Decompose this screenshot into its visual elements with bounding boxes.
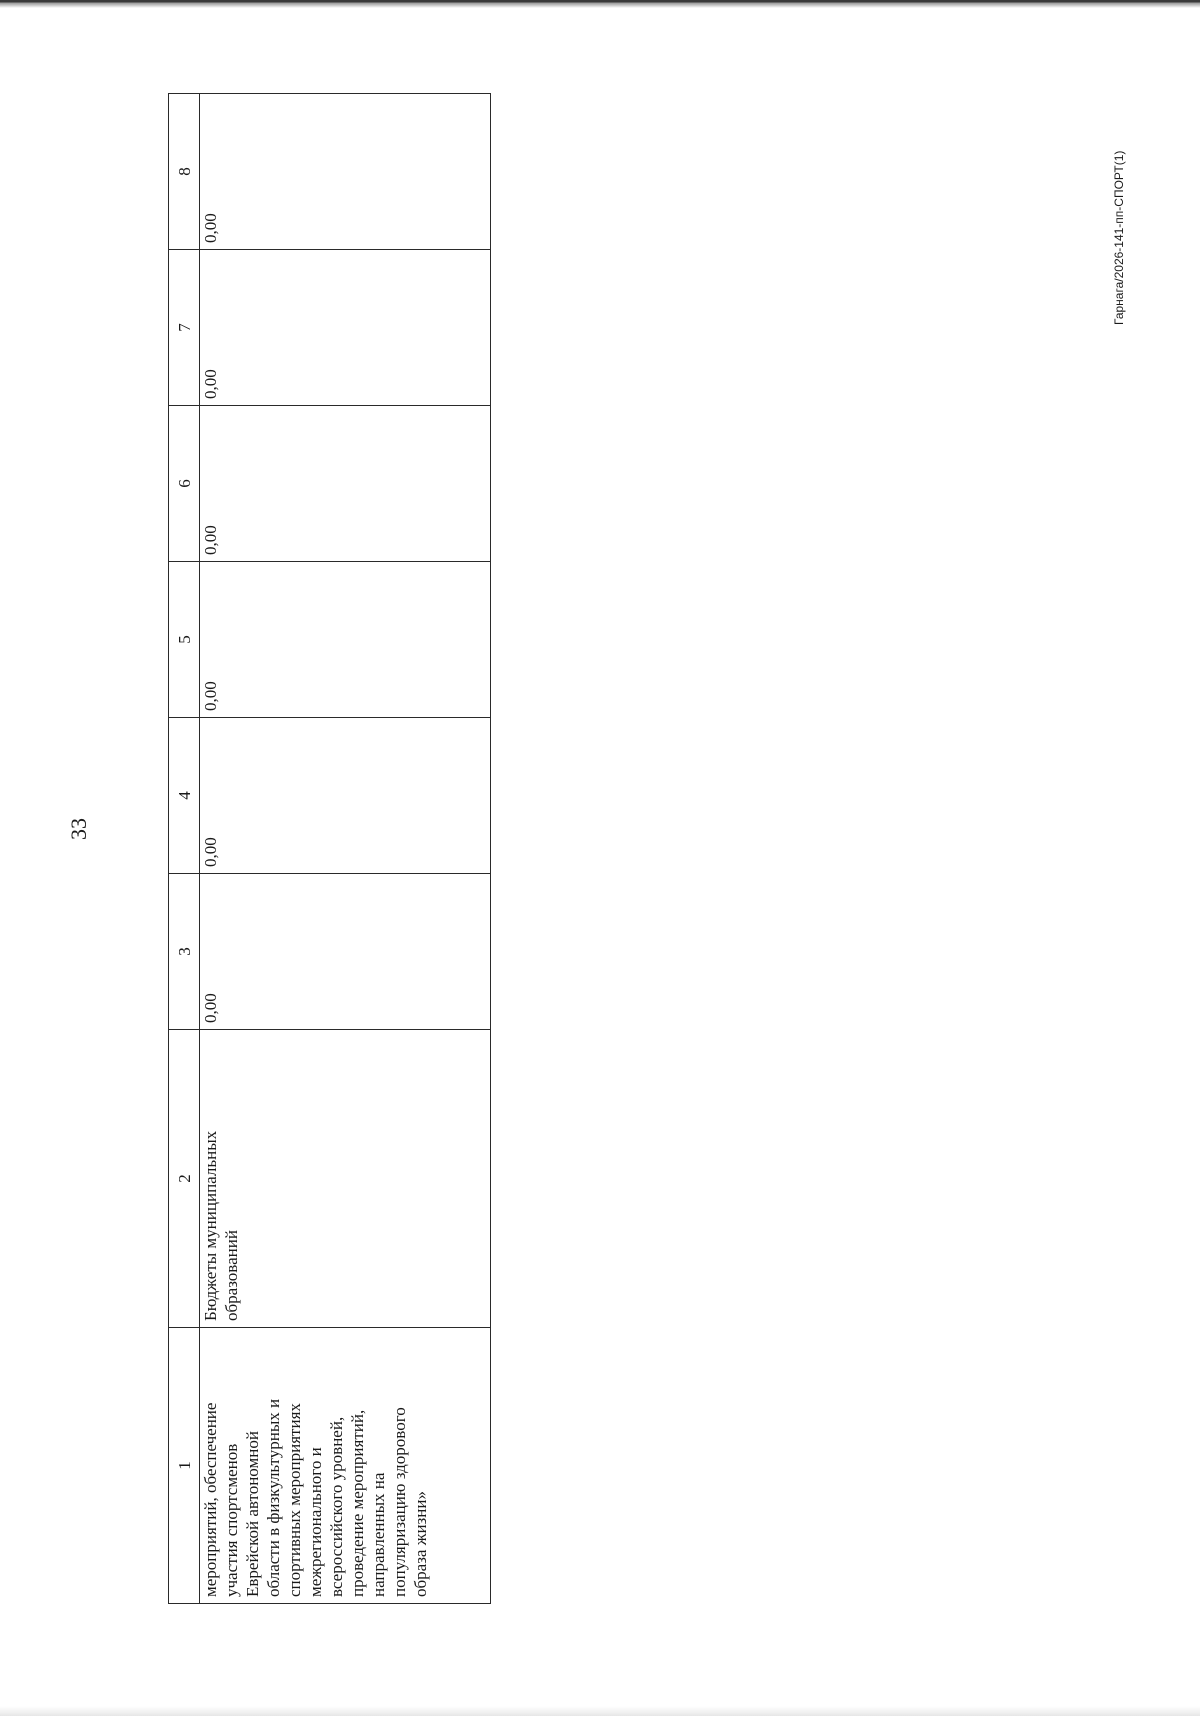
scan-bottom-edge (0, 1706, 1200, 1716)
table-header-row (169, 94, 200, 1604)
column-header: 5 (169, 562, 200, 718)
value-cell: 0,00 (200, 94, 491, 250)
page-number: 33 (66, 818, 91, 840)
description-cell (200, 1328, 491, 1604)
description-line: спортивных мероприятиях (285, 1403, 304, 1597)
funding-source-cell: Бюджеты муниципальных образований (200, 1030, 491, 1328)
table-row (200, 94, 491, 1604)
budget-table (168, 93, 491, 1604)
value-cell: 0,00 (200, 874, 491, 1030)
column-header: 6 (169, 406, 200, 562)
description-line: межрегионального и (306, 1447, 325, 1597)
value-cell: 0,00 (200, 406, 491, 562)
column-header: 3 (169, 874, 200, 1030)
description-line: популяризацию здорового (390, 1407, 409, 1597)
column-header: 8 (169, 94, 200, 250)
description-line: области в физкультурных и (264, 1398, 283, 1597)
value-cell: 0,00 (200, 718, 491, 874)
description-line: Еврейской автономной (243, 1431, 262, 1597)
description-line: проведение мероприятий, (348, 1409, 367, 1597)
document-code: Гарнага/2026-141-пп-СПОРТ(1) (1112, 150, 1126, 325)
column-header: 2 (169, 1030, 200, 1328)
scan-top-edge (0, 0, 1200, 8)
rotated-table-container (168, 94, 488, 1604)
column-header: 7 (169, 250, 200, 406)
column-header: 4 (169, 718, 200, 874)
value-cell: 0,00 (200, 250, 491, 406)
description-line: мероприятий, обеспечение (201, 1402, 220, 1597)
description-line: образа жизни» (411, 1491, 430, 1597)
value-cell: 0,00 (200, 562, 491, 718)
column-header: 1 (169, 1328, 200, 1604)
description-line: направленных на (369, 1472, 388, 1597)
description-line: всероссийского уровней, (327, 1416, 346, 1597)
description-line: участия спортсменов (222, 1443, 241, 1597)
